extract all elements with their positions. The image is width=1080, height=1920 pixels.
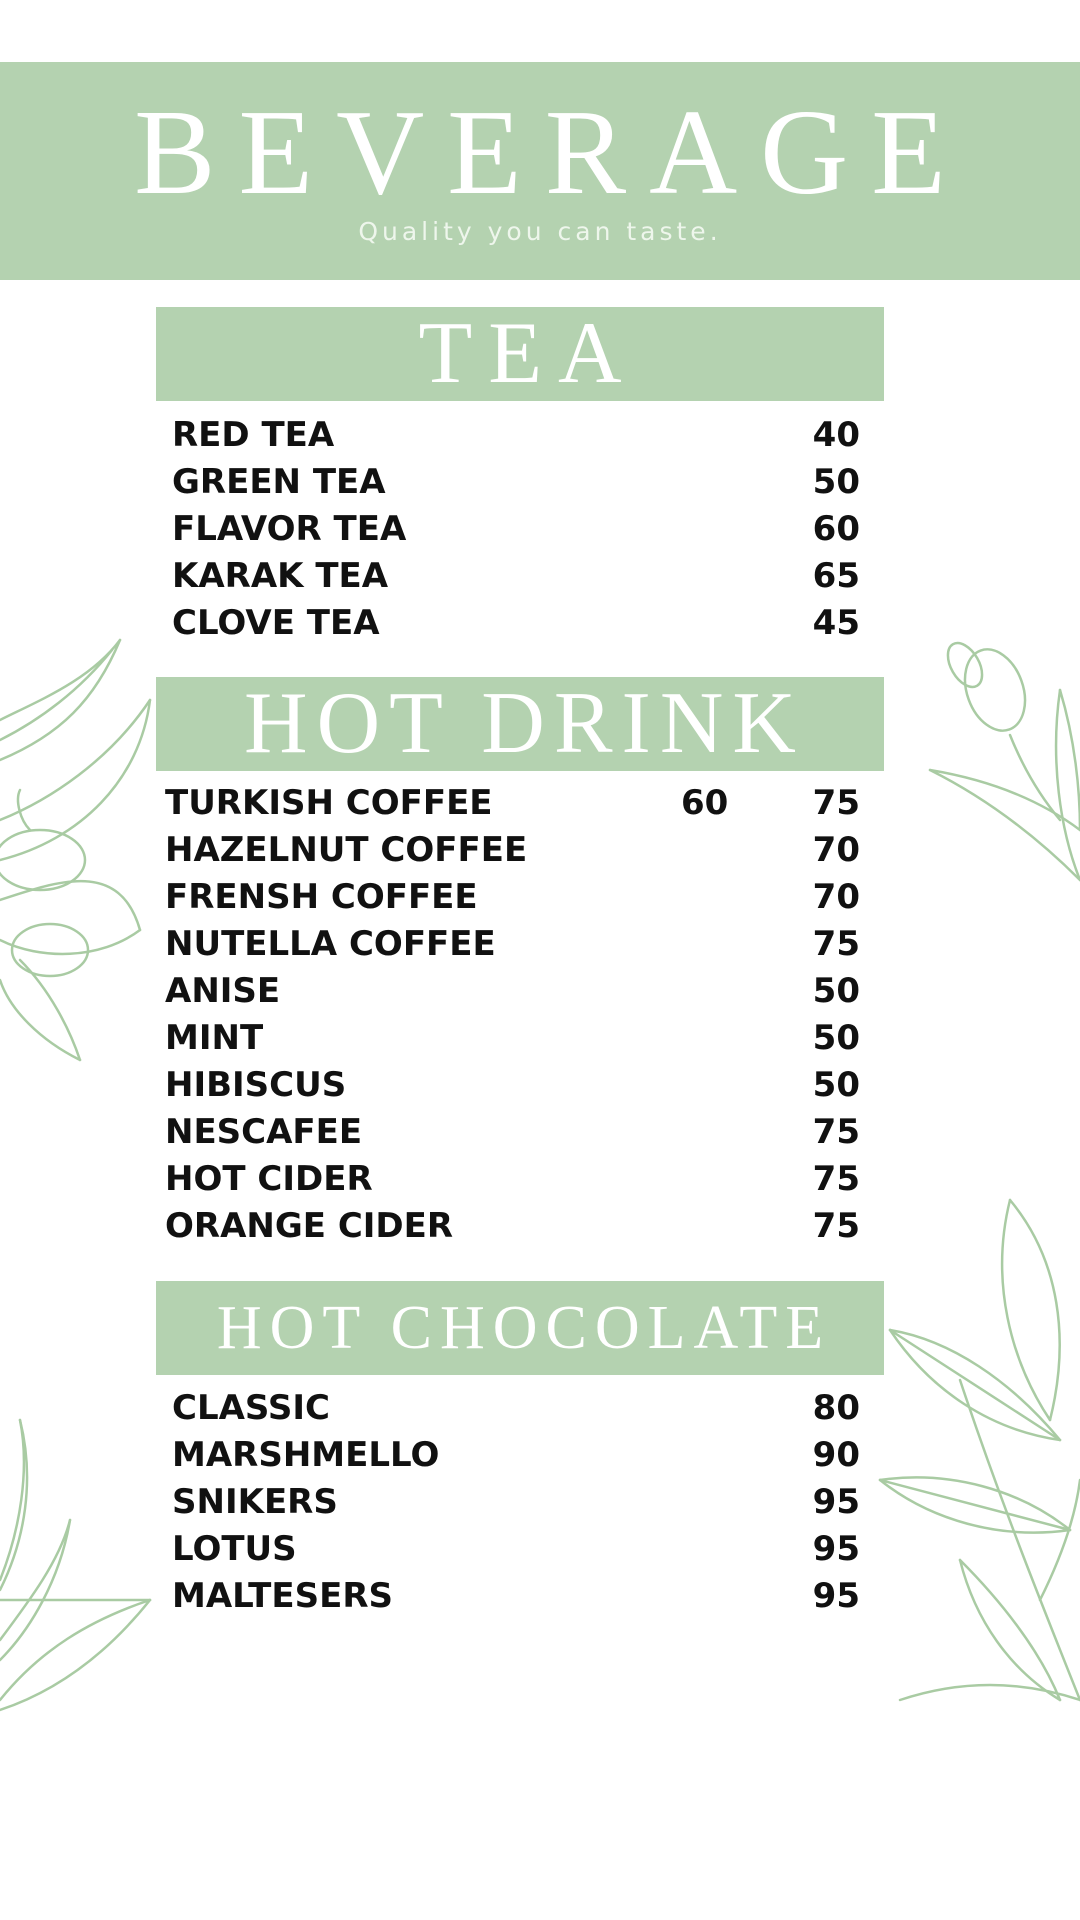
item-price: 95: [812, 1576, 860, 1616]
item-price: 75: [812, 783, 860, 823]
menu-item: [165, 874, 860, 921]
item-name: CLASSIC: [172, 1388, 330, 1428]
item-name: MINT: [165, 1018, 264, 1058]
header-banner: [0, 62, 1080, 280]
item-name: HOT CIDER: [165, 1159, 373, 1199]
hot-chocolate-item-list: [172, 1385, 860, 1620]
section-header-tea: [156, 307, 884, 401]
tagline: Quality you can taste.: [358, 217, 722, 246]
menu-item: [165, 921, 860, 968]
menu-item: [172, 1526, 860, 1573]
item-name: NUTELLA COFFEE: [165, 924, 496, 964]
section-header-hot-drink: [156, 677, 884, 771]
menu-item: [172, 553, 860, 600]
section-title: TEA: [418, 305, 638, 402]
item-name: MALTESERS: [172, 1576, 393, 1616]
menu-item: [172, 506, 860, 553]
item-price: 75: [812, 1159, 860, 1199]
item-name: SNIKERS: [172, 1482, 338, 1522]
menu-item: [165, 1062, 860, 1109]
tea-item-list: [172, 412, 860, 647]
menu-item: [172, 1385, 860, 1432]
menu-item: [165, 1015, 860, 1062]
menu-item: [165, 780, 860, 827]
right-leaf-branch: [930, 637, 1080, 880]
item-name: TURKISH COFFEE: [165, 783, 493, 823]
item-name: ORANGE CIDER: [165, 1206, 454, 1246]
menu-item: [172, 459, 860, 506]
item-price: 50: [812, 971, 860, 1011]
item-name: HIBISCUS: [165, 1065, 347, 1105]
item-name: NESCAFEE: [165, 1112, 363, 1152]
item-name: ANISE: [165, 971, 281, 1011]
item-name: FRENSH COFFEE: [165, 877, 478, 917]
item-price: 95: [812, 1529, 860, 1569]
item-name: RED TEA: [172, 415, 335, 455]
item-price-alt: 60: [681, 783, 729, 823]
hot-drink-item-list: [165, 780, 860, 1250]
page-title: BEVERAGE: [134, 85, 969, 220]
item-name: LOTUS: [172, 1529, 297, 1569]
menu-item: [165, 1109, 860, 1156]
left-leaf-branch: [0, 640, 150, 1060]
menu-item: [165, 1203, 860, 1250]
item-price: 95: [812, 1482, 860, 1522]
section-title: HOT DRINK: [244, 675, 805, 772]
menu-item: [165, 968, 860, 1015]
item-price: 40: [812, 415, 860, 455]
item-price: 65: [812, 556, 860, 596]
item-name: MARSHMELLO: [172, 1435, 440, 1475]
item-price: 75: [812, 924, 860, 964]
item-price: 75: [812, 1206, 860, 1246]
menu-item: [172, 1573, 860, 1620]
item-price: 50: [812, 1065, 860, 1105]
menu-item: [165, 827, 860, 874]
menu-item: [165, 1156, 860, 1203]
item-price: 75: [812, 1112, 860, 1152]
item-name: CLOVE TEA: [172, 603, 380, 643]
item-price: 50: [812, 1018, 860, 1058]
item-price: 90: [812, 1435, 860, 1475]
item-name: HAZELNUT COFFEE: [165, 830, 528, 870]
item-price: 70: [812, 877, 860, 917]
item-price: 60: [812, 509, 860, 549]
item-name: KARAK TEA: [172, 556, 389, 596]
menu-item: [172, 1432, 860, 1479]
section-header-hot-chocolate: [156, 1281, 884, 1375]
menu-item: [172, 600, 860, 647]
item-name: GREEN TEA: [172, 462, 386, 502]
item-price: 80: [812, 1388, 860, 1428]
menu-item: [172, 1479, 860, 1526]
item-name: FLAVOR TEA: [172, 509, 407, 549]
item-price: 50: [812, 462, 860, 502]
right-lower-leaf-branch: [880, 1200, 1080, 1700]
item-price: 45: [812, 603, 860, 643]
menu-item: [172, 412, 860, 459]
item-price: 70: [812, 830, 860, 870]
section-title: HOT CHOCOLATE: [216, 1294, 832, 1362]
left-lower-leaf-branch: [0, 1420, 150, 1710]
